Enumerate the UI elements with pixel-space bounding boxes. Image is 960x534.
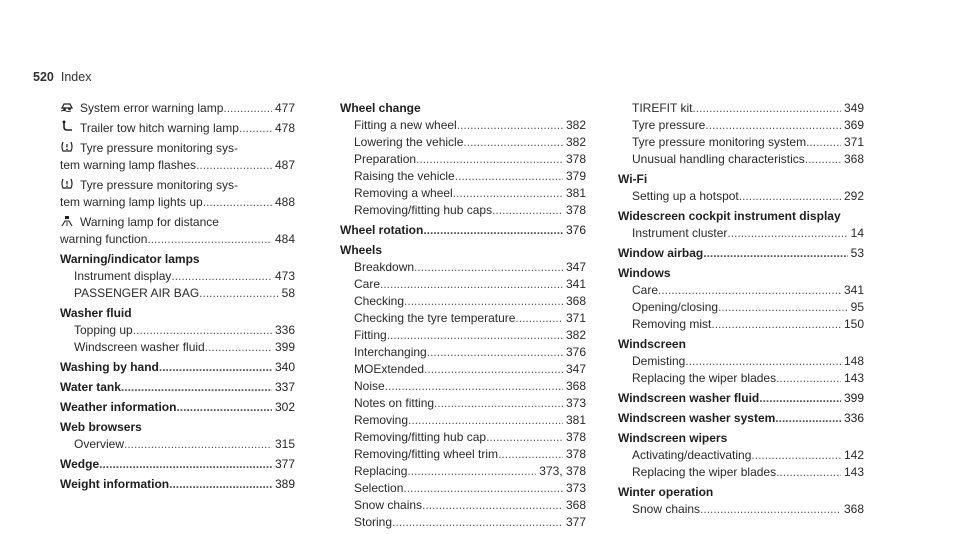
dot-leader: [121, 379, 272, 396]
entry-text: Noise: [354, 379, 385, 393]
dot-leader: [751, 447, 841, 464]
dot-leader: [423, 222, 563, 239]
page-ref[interactable]: 368: [565, 498, 586, 512]
dot-leader: [463, 134, 563, 151]
dot-leader: [692, 100, 841, 117]
dot-leader: [434, 395, 563, 412]
index-entry: [60, 456, 295, 473]
page-ref[interactable]: 376: [565, 345, 586, 359]
entry-heading: Windows: [618, 266, 671, 280]
page-ref[interactable]: 478: [274, 121, 295, 135]
index-subentry: [618, 299, 864, 316]
page-ref[interactable]: 58: [281, 286, 295, 300]
index-subentry: [340, 185, 586, 202]
index-entry: [60, 419, 295, 453]
page-ref[interactable]: 477: [274, 101, 295, 115]
index-subentry: [340, 134, 586, 151]
dot-leader: [727, 225, 847, 242]
dot-leader: [199, 285, 278, 302]
index-subentry: [340, 395, 586, 412]
page-ref[interactable]: 336: [274, 323, 295, 337]
entry-text: tem warning lamp flashes: [60, 158, 197, 172]
index-subentry: [340, 276, 586, 293]
entry-text: Removing mist: [632, 317, 712, 331]
dot-leader: [455, 168, 563, 185]
entry-text: Care: [632, 283, 659, 297]
page-ref[interactable]: 95: [850, 300, 864, 314]
index-subentry: [60, 231, 295, 248]
index-entry: [60, 251, 295, 302]
dot-leader: [457, 117, 563, 134]
index-subentry: [618, 370, 864, 387]
index-subentry: [340, 202, 586, 219]
entry-text: Storing: [354, 515, 393, 529]
index-subentry: [618, 225, 864, 242]
dot-leader: [685, 353, 841, 370]
entry-text: Tyre pressure: [632, 118, 706, 132]
entry-text: Removing/fitting hub cap: [354, 430, 487, 444]
page-ref[interactable]: 378: [565, 152, 586, 166]
page-ref[interactable]: 369: [843, 118, 864, 132]
index-subentry: [618, 151, 864, 168]
dot-leader: [169, 476, 272, 493]
index-subentry: [340, 327, 586, 344]
dot-leader: [387, 327, 563, 344]
entry-text: TIREFIT kit: [632, 101, 693, 115]
page-ref[interactable]: 399: [274, 340, 295, 354]
entry-text: Instrument cluster: [632, 226, 728, 240]
dot-leader: [380, 276, 563, 293]
index-entry: [618, 390, 864, 407]
index-entry: [618, 336, 864, 387]
index-entry: [60, 359, 295, 376]
index-subentry: [340, 480, 586, 497]
index-subentry: [60, 157, 295, 174]
page-ref[interactable]: 347: [565, 260, 586, 274]
index-subentry: [618, 282, 864, 299]
entry-heading: Windscreen washer system: [618, 411, 776, 425]
entry-heading: Weight information: [60, 477, 170, 491]
entry-text: Overview: [74, 437, 125, 451]
page-ref[interactable]: 302: [274, 400, 295, 414]
dot-leader: [658, 282, 841, 299]
entry-heading: Weather information: [60, 400, 177, 414]
index-entry: [60, 379, 295, 396]
entry-text: PASSENGER AIR BAG: [74, 286, 200, 300]
dot-leader: [759, 390, 841, 407]
dot-leader: [203, 194, 272, 211]
entry-text: Windscreen washer fluid: [74, 340, 205, 354]
page-ref[interactable]: 373, 378: [539, 464, 586, 478]
page-ref[interactable]: 349: [843, 101, 864, 115]
page-ref[interactable]: 150: [843, 317, 864, 331]
index-entry: [618, 410, 864, 427]
index-entry: [618, 171, 864, 205]
entry-heading: Widescreen cockpit instrument display: [618, 209, 841, 223]
page-ref[interactable]: 399: [843, 391, 864, 405]
page-ref[interactable]: 143: [843, 465, 864, 479]
entry-heading: Winter operation: [618, 485, 714, 499]
page-ref[interactable]: 368: [565, 294, 586, 308]
index-subentry: [340, 497, 586, 514]
dot-leader: [408, 412, 563, 429]
entry-heading: Wedge: [60, 457, 100, 471]
page-ref[interactable]: 487: [274, 158, 295, 172]
page-ref[interactable]: 378: [565, 447, 586, 461]
entry-text: Warning lamp for distance: [80, 215, 219, 229]
page-ref[interactable]: 382: [565, 328, 586, 342]
dot-leader: [718, 299, 848, 316]
page-ref[interactable]: 347: [565, 362, 586, 376]
entry-text: System error warning lamp: [80, 101, 224, 115]
index-entry: [618, 484, 864, 518]
dot-leader: [775, 410, 841, 427]
dot-leader: [703, 245, 847, 262]
entry-text: Tyre pressure monitoring sys-: [80, 178, 239, 192]
index-subentry: [340, 361, 586, 378]
page-ref[interactable]: 336: [843, 411, 864, 425]
page-ref[interactable]: 381: [565, 186, 586, 200]
index-subentry: [618, 501, 864, 518]
page-ref[interactable]: 473: [274, 269, 295, 283]
index-subentry: [340, 293, 586, 310]
index-subentry: [618, 447, 864, 464]
dot-leader: [124, 436, 272, 453]
page-ref[interactable]: 340: [274, 360, 295, 374]
page-ref[interactable]: 378: [565, 430, 586, 444]
dot-leader: [453, 185, 563, 202]
entry-heading: Web browsers: [60, 420, 142, 434]
tyre-pressure-icon: [60, 141, 74, 153]
entry-text: Notes on fitting: [354, 396, 435, 410]
entry-text: Tyre pressure monitoring system: [632, 135, 807, 149]
distance-warning-icon: [60, 215, 74, 227]
page-ref[interactable]: 376: [565, 223, 586, 237]
entry-text: Instrument display: [74, 269, 172, 283]
entry-heading: Water tank: [60, 380, 121, 394]
entry-text: Opening/closing: [632, 300, 719, 314]
dot-leader: [196, 157, 272, 174]
page-ref[interactable]: 337: [274, 380, 295, 394]
entry-text: Breakdown: [354, 260, 415, 274]
index-subentry: [60, 339, 295, 356]
index-entry: [60, 214, 295, 248]
dot-leader: [99, 456, 272, 473]
entry-text: Topping up: [74, 323, 133, 337]
dot-leader: [414, 259, 563, 276]
index-subentry: [340, 310, 586, 327]
page-ref[interactable]: 379: [565, 169, 586, 183]
dot-leader: [739, 188, 841, 205]
page-ref[interactable]: 14: [850, 226, 864, 240]
entry-text: warning function: [60, 232, 148, 246]
index-subentry: [618, 117, 864, 134]
page-ref[interactable]: 389: [274, 477, 295, 491]
page-ref[interactable]: 373: [565, 481, 586, 495]
page-ref[interactable]: 371: [843, 135, 864, 149]
entry-text: Selection: [354, 481, 404, 495]
entry-heading: Windscreen washer fluid: [618, 391, 760, 405]
index-subentry: [340, 446, 586, 463]
page-ref[interactable]: 292: [843, 189, 864, 203]
index-subentry: [60, 120, 295, 137]
index-subentry: [60, 285, 295, 302]
dot-leader: [498, 446, 563, 463]
entry-heading: Warning/indicator lamps: [60, 252, 200, 266]
dot-leader: [424, 361, 563, 378]
page-ref[interactable]: 382: [565, 135, 586, 149]
index-subentry: [340, 151, 586, 168]
index-entry: [340, 242, 586, 531]
dot-leader: [776, 464, 841, 481]
index-subentry: [60, 322, 295, 339]
dot-leader: [385, 378, 563, 395]
index-entry: [60, 305, 295, 356]
dot-leader: [492, 202, 563, 219]
index-subentry: [618, 464, 864, 481]
index-subentry: [340, 463, 586, 480]
entry-text: Lowering the vehicle: [354, 135, 464, 149]
page-ref[interactable]: 368: [565, 379, 586, 393]
index-entry: [60, 100, 295, 117]
dot-leader: [407, 463, 536, 480]
entry-text: Checking the tyre temperature: [354, 311, 516, 325]
entry-text: tem warning lamp lights up: [60, 195, 203, 209]
index-subentry: [618, 134, 864, 151]
entry-text: Replacing: [354, 464, 408, 478]
dot-leader: [176, 399, 272, 416]
dot-leader: [806, 134, 841, 151]
page-ref[interactable]: 143: [843, 371, 864, 385]
page-header: [33, 70, 91, 84]
index-subentry: [60, 268, 295, 285]
entry-heading: Washing by hand: [60, 360, 159, 374]
entry-text: Activating/deactivating: [632, 448, 752, 462]
index-subentry: [340, 429, 586, 446]
dot-leader: [805, 151, 841, 168]
index-entry: [618, 100, 864, 168]
entry-text: Replacing the wiper blades: [632, 465, 777, 479]
index-subentry: [618, 100, 864, 117]
page-ref[interactable]: 381: [565, 413, 586, 427]
trailer-hitch-icon: [60, 120, 74, 132]
index-entry: [340, 100, 586, 219]
dot-leader: [392, 514, 563, 531]
page-ref[interactable]: 488: [274, 195, 295, 209]
page-ref[interactable]: 148: [843, 354, 864, 368]
entry-heading: Wheels: [340, 243, 383, 257]
section-title: Index: [60, 70, 92, 84]
page-ref[interactable]: 371: [565, 311, 586, 325]
entry-text: Preparation: [354, 152, 417, 166]
index-subentry: [340, 514, 586, 531]
index-entry: [618, 430, 864, 481]
dot-leader: [486, 429, 563, 446]
index-entry: [618, 208, 864, 242]
car-skid-icon: [60, 100, 74, 112]
page-ref[interactable]: 484: [274, 232, 295, 246]
entry-text: Trailer tow hitch warning lamp: [80, 121, 239, 135]
page-ref[interactable]: 142: [843, 448, 864, 462]
dot-leader: [416, 151, 563, 168]
index-entry: [60, 140, 295, 174]
page-ref[interactable]: 341: [565, 277, 586, 291]
page-ref[interactable]: 53: [850, 246, 864, 260]
entry-text: Snow chains: [632, 502, 701, 516]
entry-text: Removing: [354, 413, 409, 427]
index-subentry: [618, 353, 864, 370]
entry-heading: Windscreen wipers: [618, 431, 728, 445]
entry-text: Fitting: [354, 328, 387, 342]
index-subentry: [340, 259, 586, 276]
entry-heading: Windscreen: [618, 337, 686, 351]
dot-leader: [159, 359, 272, 376]
entry-heading: Washer fluid: [60, 306, 132, 320]
tyre-pressure-icon: [60, 178, 74, 190]
index-subentry: [340, 412, 586, 429]
index-subentry: [618, 316, 864, 333]
entry-text: MOExtended: [354, 362, 425, 376]
page-ref[interactable]: 368: [843, 152, 864, 166]
index-entry: [618, 265, 864, 333]
dot-leader: [239, 120, 272, 137]
page-ref[interactable]: 368: [843, 502, 864, 516]
dot-leader: [711, 316, 841, 333]
dot-leader: [403, 480, 563, 497]
dot-leader: [205, 339, 272, 356]
entry-text: Unusual handling characteristics: [632, 152, 805, 166]
dot-leader: [700, 501, 841, 518]
page-ref[interactable]: 378: [565, 203, 586, 217]
index-subentry: [340, 168, 586, 185]
index-entry: [60, 177, 295, 211]
entry-text: Removing a wheel: [354, 186, 453, 200]
entry-heading: Wheel change: [340, 101, 421, 115]
dot-leader: [427, 344, 563, 361]
entry-heading: Window airbag: [618, 246, 704, 260]
index-column-1: [60, 100, 295, 496]
entry-text: Demisting: [632, 354, 686, 368]
index-entry: [340, 222, 586, 239]
index-entry: [60, 476, 295, 493]
dot-leader: [515, 310, 563, 327]
entry-text: Tyre pressure monitoring sys-: [80, 141, 239, 155]
index-column-3: [618, 100, 864, 521]
dot-leader: [171, 268, 272, 285]
dot-leader: [422, 497, 563, 514]
entry-text: Checking: [354, 294, 405, 308]
page-number: 520: [33, 70, 54, 84]
index-entry: [60, 120, 295, 137]
entry-text: Fitting a new wheel: [354, 118, 457, 132]
index-column-2: [340, 100, 586, 534]
dot-leader: [776, 370, 841, 387]
index-entry: [618, 245, 864, 262]
index-subentry: [340, 344, 586, 361]
index-subentry: [618, 188, 864, 205]
index-subentry: [340, 117, 586, 134]
index-subentry: [60, 194, 295, 211]
entry-text: Replacing the wiper blades: [632, 371, 777, 385]
index-subentry: [340, 378, 586, 395]
page-ref[interactable]: 373: [565, 396, 586, 410]
entry-text: Setting up a hotspot: [632, 189, 739, 203]
index-subentry: [60, 436, 295, 453]
entry-heading: Wi-Fi: [618, 172, 648, 186]
dot-leader: [147, 231, 272, 248]
page-ref[interactable]: 377: [565, 515, 586, 529]
page-ref[interactable]: 377: [274, 457, 295, 471]
page-ref[interactable]: 315: [274, 437, 295, 451]
dot-leader: [404, 293, 563, 310]
entry-text: Care: [354, 277, 381, 291]
page-ref[interactable]: 382: [565, 118, 586, 132]
entry-text: Snow chains: [354, 498, 423, 512]
entry-text: Removing/fitting hub caps: [354, 203, 493, 217]
dot-leader: [705, 117, 841, 134]
index-subentry: [60, 100, 295, 117]
dot-leader: [133, 322, 272, 339]
entry-text: Removing/fitting wheel trim: [354, 447, 499, 461]
page-ref[interactable]: 341: [843, 283, 864, 297]
entry-text: Raising the vehicle: [354, 169, 455, 183]
index-entry: [60, 399, 295, 416]
dot-leader: [223, 100, 272, 117]
entry-heading: Wheel rotation: [340, 223, 424, 237]
entry-text: Interchanging: [354, 345, 427, 359]
